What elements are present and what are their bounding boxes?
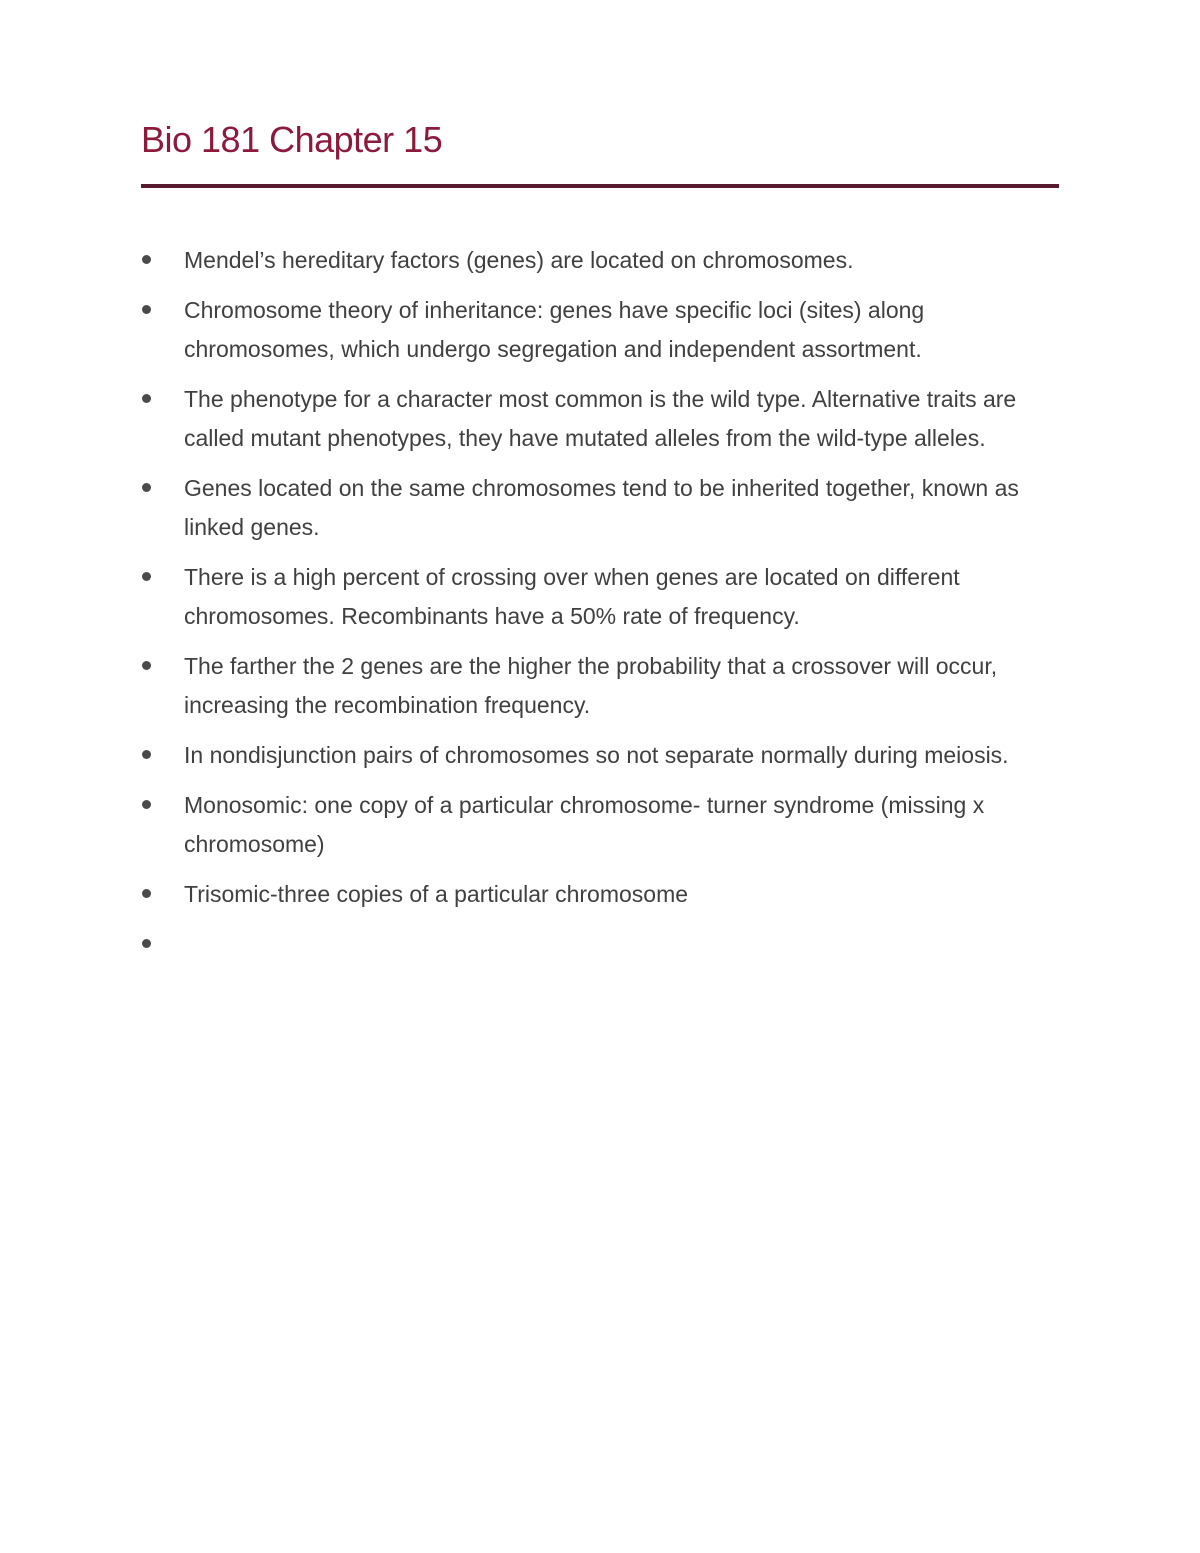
bullet-icon <box>142 305 151 314</box>
bullet-icon <box>142 750 151 759</box>
list-item[interactable] <box>141 241 1059 280</box>
bullet-icon <box>142 483 151 492</box>
note-text: There is a high percent of crossing over when genes are located on different chromosomes. Recombinants have a 50% rate of frequency. <box>184 564 960 629</box>
empty-list-item[interactable] <box>141 925 1059 964</box>
note-text: Genes located on the same chromosomes tend to be inherited together, known as linked genes. <box>184 475 1019 540</box>
list-item[interactable] <box>141 380 1059 458</box>
bullet-icon <box>142 255 151 264</box>
bullet-icon <box>142 889 151 898</box>
bullet-icon <box>142 572 151 581</box>
note-text: The farther the 2 genes are the higher the probability that a crossover will occur, increasing the recombination frequency. <box>184 653 998 718</box>
bullet-icon <box>142 939 151 948</box>
note-text: Mendel’s hereditary factors (genes) are located on chromosomes. <box>184 247 854 273</box>
note-text: Chromosome theory of inheritance: genes have specific loci (sites) along chromosomes, which undergo segregation and independent assortment. <box>184 297 925 362</box>
list-item[interactable] <box>141 736 1059 775</box>
note-text: In nondisjunction pairs of chromosomes so not separate normally during meiosis. <box>184 742 1009 768</box>
list-item[interactable] <box>141 291 1059 369</box>
title-divider <box>141 184 1059 188</box>
list-item[interactable] <box>141 786 1059 864</box>
note-text: Trisomic-three copies of a particular chromosome <box>184 881 689 907</box>
list-item[interactable] <box>141 647 1059 725</box>
note-text: The phenotype for a character most common is the wild type. Alternative traits are called mutant phenotypes, they have mutated alleles from the wild-type alleles. <box>184 386 1017 451</box>
note-text: Monosomic: one copy of a particular chromosome- turner syndrome (missing x chromosome) <box>184 792 985 857</box>
bullet-icon <box>142 661 151 670</box>
document-title[interactable]: Bio 181 Chapter 15 <box>141 119 443 160</box>
list-item[interactable] <box>141 875 1059 914</box>
notes-list <box>141 241 1059 975</box>
bullet-icon <box>142 394 151 403</box>
bullet-icon <box>142 800 151 809</box>
list-item[interactable] <box>141 469 1059 547</box>
list-item[interactable] <box>141 558 1059 636</box>
note-text <box>184 925 1059 964</box>
